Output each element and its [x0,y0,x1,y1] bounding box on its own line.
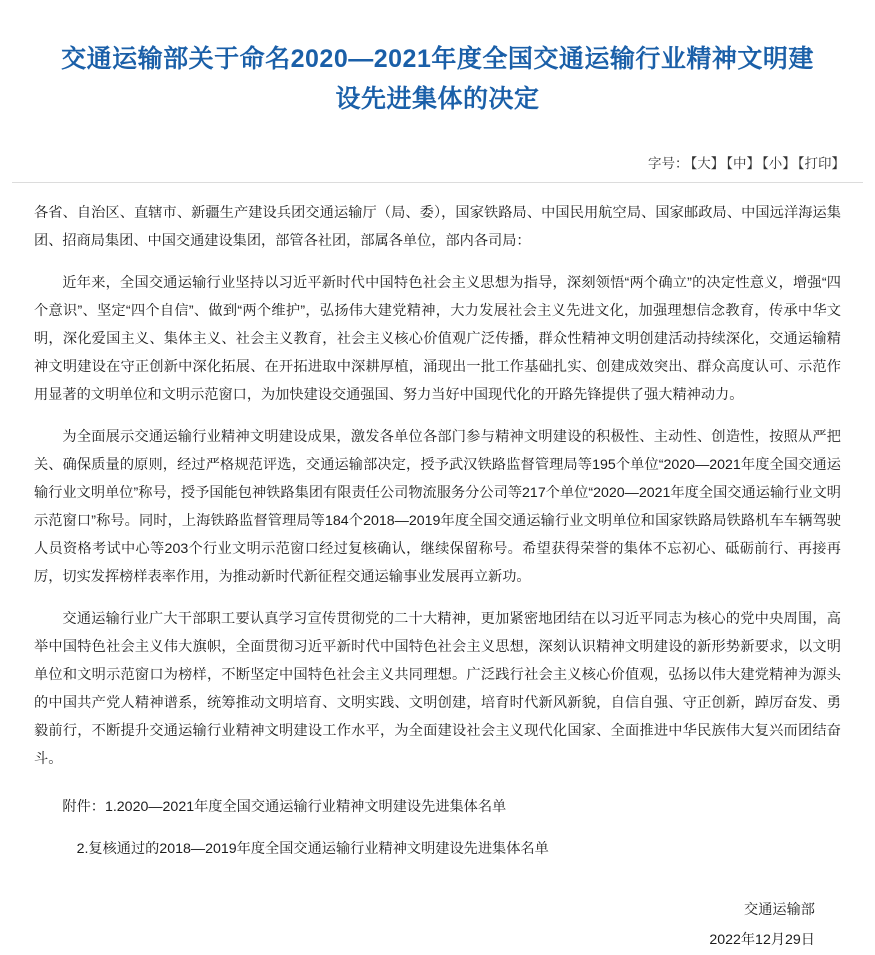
print-button[interactable]: 【打印】 [797,155,845,171]
document-page [0,17,875,948]
fontsize-small-button[interactable]: 【小】 [762,155,796,171]
document-body [0,183,875,863]
addressee-paragraph: 各省、自治区、直辖市、新疆生产建设兵团交通运输厅（局、委），国家铁路局、中国民用航空局、国家邮政局、中国远洋海运集团、招商局集团、中国交通建设集团，部管各社团，部属各单位，部内各司局： [34,204,841,249]
attachment-item-2: 2.复核通过的2018—2019年度全国交通运输行业精神文明建设先进集体名单 [76,840,549,857]
issue-date: 2022年12月29日 [709,931,815,948]
fontsize-large-button[interactable]: 【大】 [690,155,725,171]
fontsize-label: 字号： [648,155,689,171]
body-paragraph-1: 近年来，全国交通运输行业坚持以习近平新时代中国特色社会主义思想为指导，深刻领悟“两个确立”的决定性意义，增强“四个意识”、坚定“四个自信”、做到“两个维护”，弘扬伟大建党精神，大力发展社会主义先进文化，加强理想信念教育，传承中华文明，深化爱国主义、集体主义、社会主义教育，社会主义核心价值观广泛传播，群众性精神文明创建活动持续深化，交通运输精神文明建设在守正创新中深化拓展、在开拓进取中深耕厚植，涌现出一批工作基础扎实、创建成效突出、群众高度认可、示范作用显著的文明单位和文明示范窗口，为加快建设交通强国、努力当好中国现代化的开路先锋提供了强大精神动力。 [34,274,841,403]
fontsize-toolbar [0,142,875,182]
body-paragraph-3: 交通运输行业广大干部职工要认真学习宣传贯彻党的二十大精神，更加紧密地团结在以习近平同志为核心的党中央周围，高举中国特色社会主义伟大旗帜，全面贯彻习近平新时代中国特色社会主义思想，深刻认识精神文明建设的新形势新要求，以文明单位和文明示范窗口为榜样，不断坚定中国特色社会主义共同理想。广泛践行社会主义核心价值观，弘扬以伟大建党精神为源头的中国共产党人精神谱系，统筹推动文明培育、文明实践、文明创建，培育时代新风新貌，自信自强、守正创新，踔厉奋发、勇毅前行，不断提升交通运输行业精神文明建设工作水平，为全面建设社会主义现代化国家、全面推进中华民族伟大复兴而团结奋斗。 [34,610,841,767]
attachment-item-1: 附件：1.2020—2021年度全国交通运输行业精神文明建设先进集体名单 [62,798,507,815]
fontsize-medium-button[interactable]: 【中】 [726,155,760,171]
signature: 交通运输部 [744,901,815,918]
page-title: 交通运输部关于命名2020—2021年度全国交通运输行业精神文明建设先进集体的决定 [61,44,814,113]
body-paragraph-2: 为全面展示交通运输行业精神文明建设成果，激发各单位各部门参与精神文明建设的积极性、主动性、创造性，按照从严把关、确保质量的原则，经过严格规范评选，交通运输部决定，授予武汉铁路监督管理局等195个单位“2020—2021年度全国交通运输行业文明单位”称号，授予国能包神铁路集团有限责任公司物流服务分公司等217个单位“2020—2021年度全国交通运输行业文明示范窗口”称号。同时，上海铁路监督管理局等184个2018—2019年度全国交通运输行业文明单位和国家铁路局铁路机车车辆驾驶人员资格考试中心等203个行业文明示范窗口经过复核确认，继续保留称号。希望获得荣誉的集体不忘初心、砥砺前行、再接再厉，切实发挥榜样表率作用，为推动新时代新征程交通运输事业发展再立新功。 [34,428,841,585]
